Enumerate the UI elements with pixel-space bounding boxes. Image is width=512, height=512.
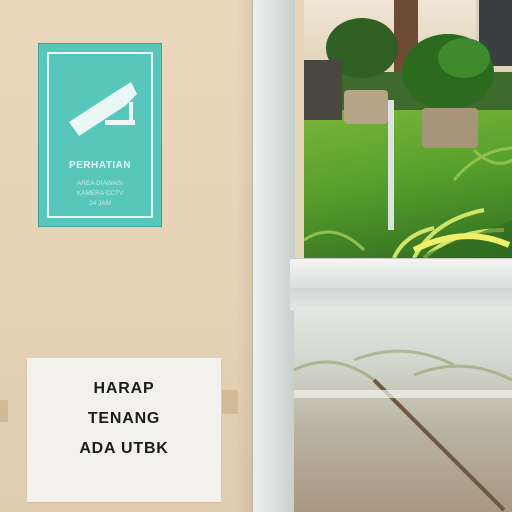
window-frame-post [252,0,295,512]
tape-left [0,400,8,422]
window-frame-rail [290,288,512,310]
sign-title: PERHATIAN [68,160,132,171]
window-sill [290,258,512,289]
cctv-warning-sign [38,43,162,227]
notice-line-1: HARAP [93,380,155,397]
notice-line-3: ADA UTBK [79,440,169,457]
window-view [304,0,512,262]
sign-line-3: 24 JAM [88,200,112,207]
notice-line-2: TENANG [87,410,161,427]
lower-glass-pane [294,310,512,512]
cctv-camera-icon [39,44,163,164]
glass-reflection [294,310,512,512]
sign-line-2: KAMERA CCTV [76,190,124,197]
notice-paper [27,358,221,502]
tape-right [222,390,238,414]
sign-line-1: AREA DIAWASI [76,180,124,187]
garden-plants [304,0,512,262]
